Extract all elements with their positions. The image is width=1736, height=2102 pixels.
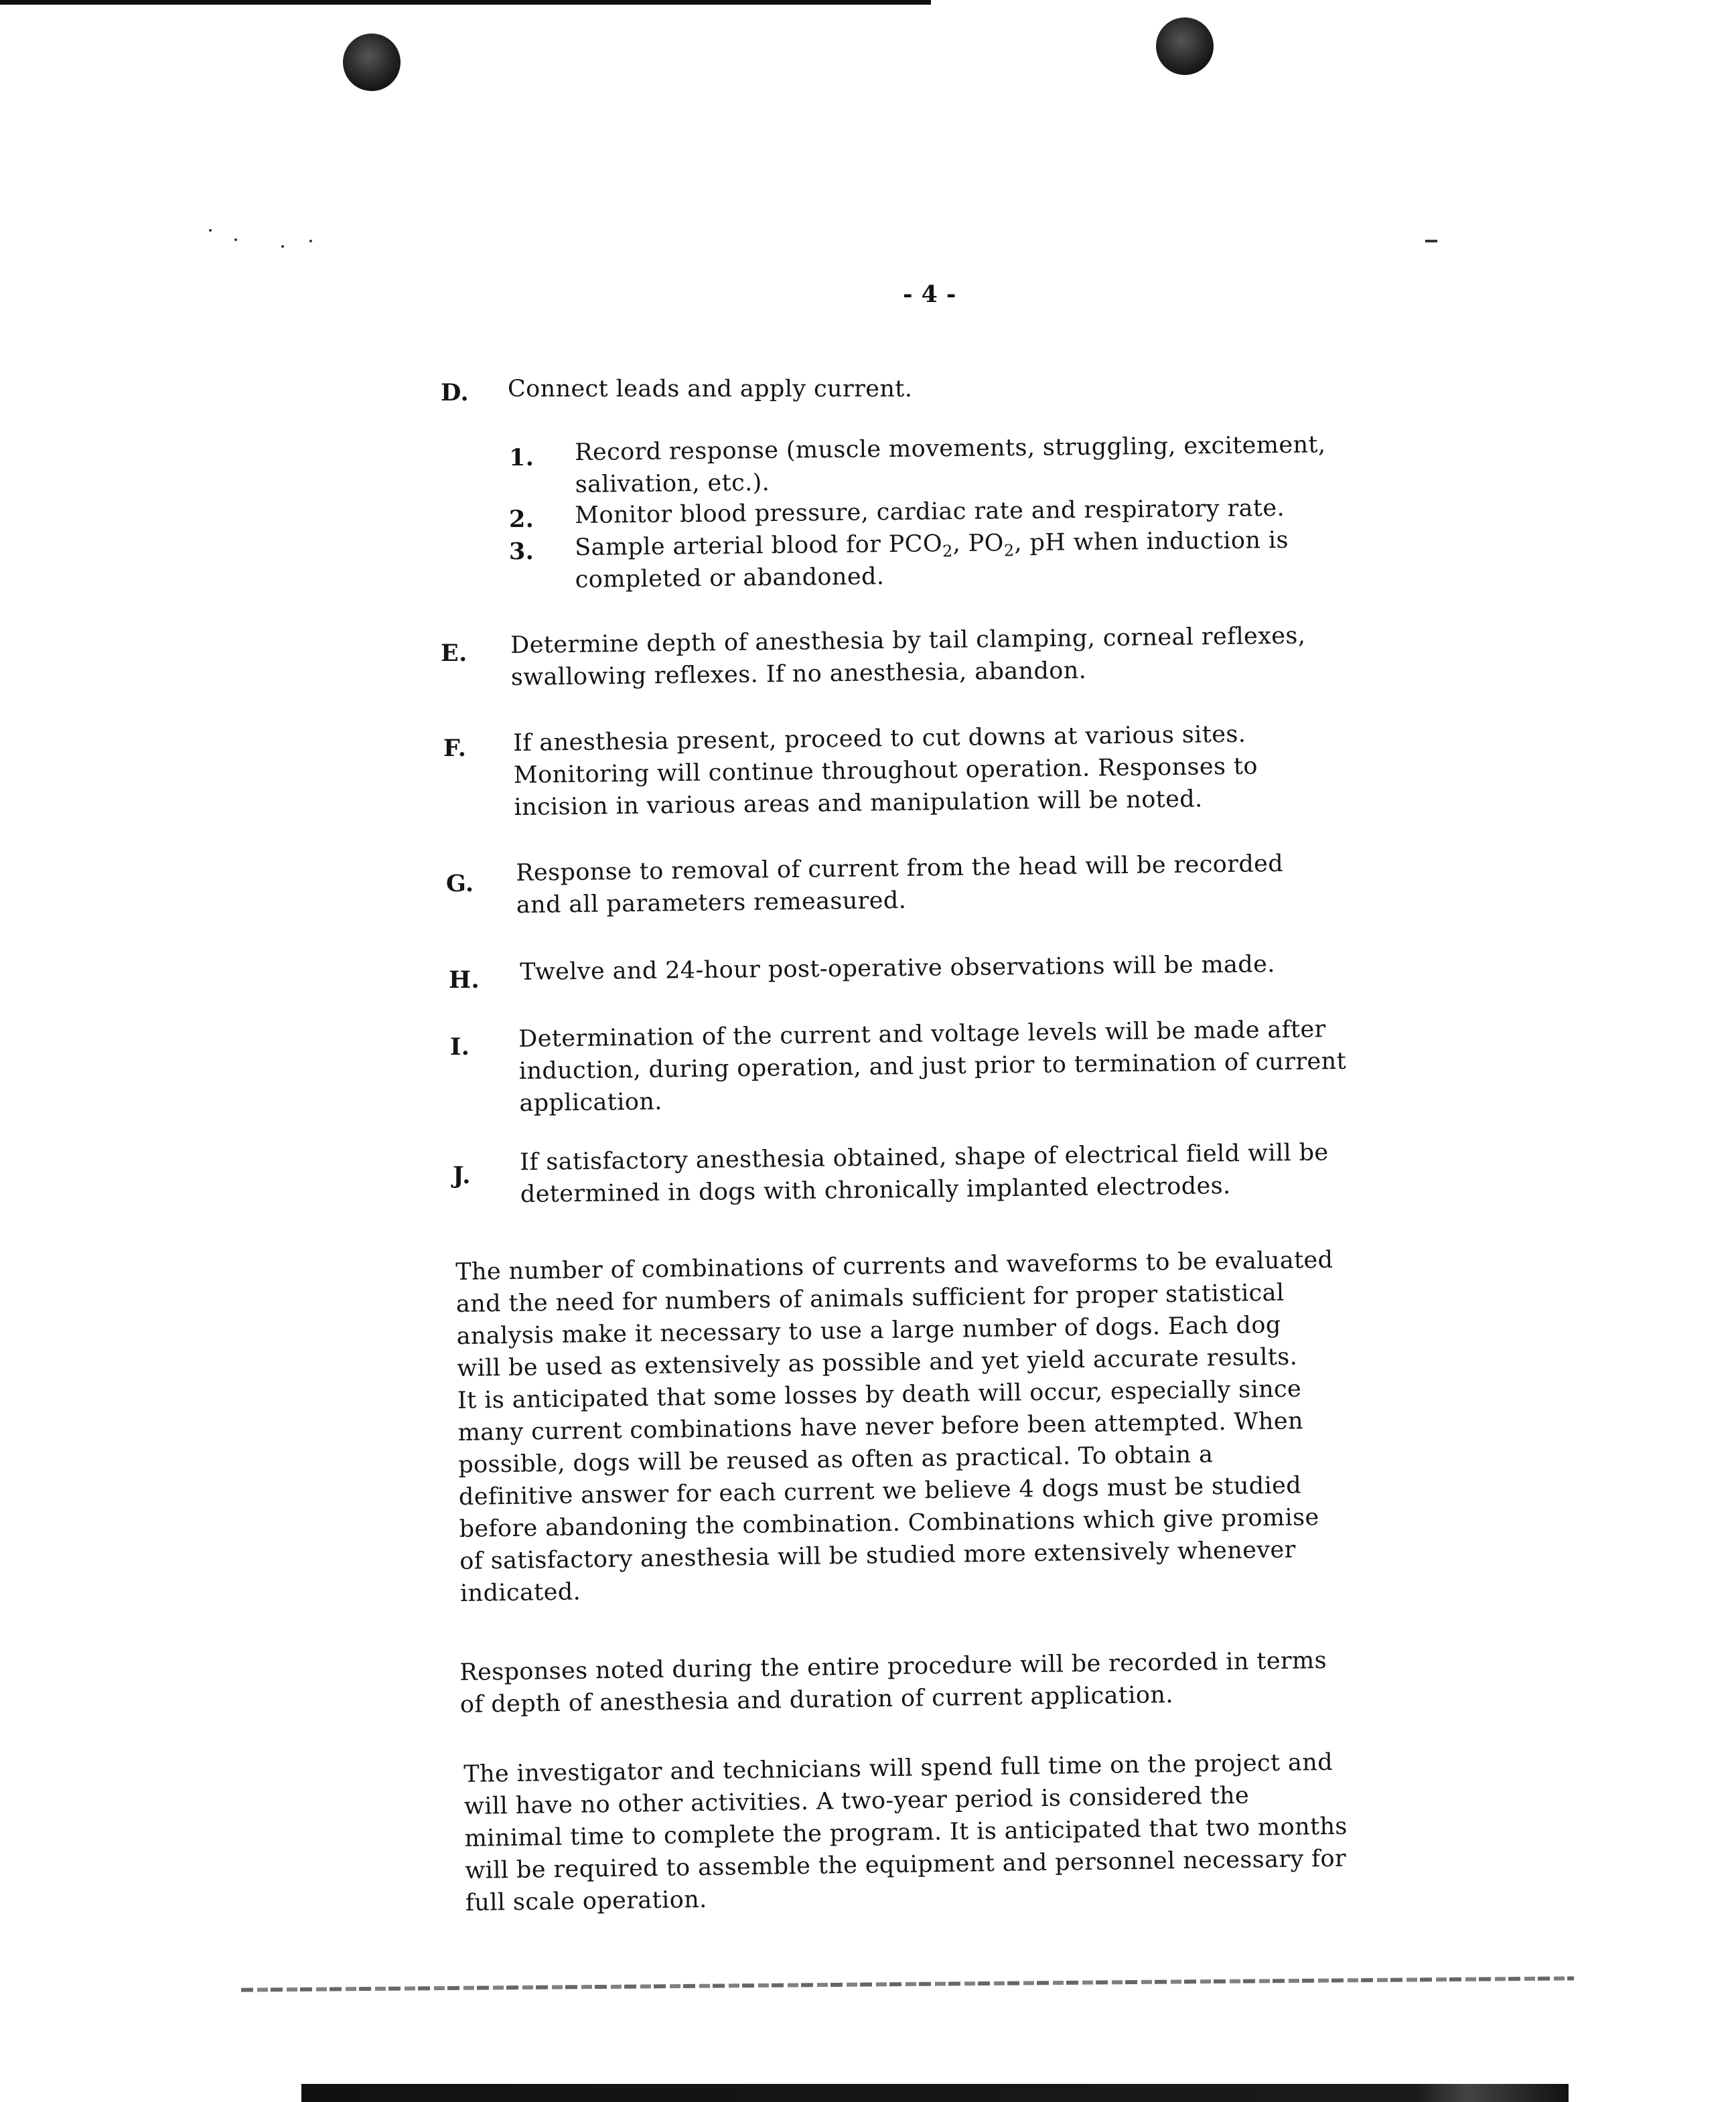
item-marker: F.: [443, 735, 467, 762]
item-text: [520, 948, 1275, 988]
item-line: Monitor blood pressure, cardiac rate and respiratory rate.: [575, 494, 1285, 529]
item-line: Response to removal of current from the head will be recorded: [516, 850, 1284, 887]
item-marker: D.: [441, 379, 469, 406]
item-text: [516, 848, 1284, 921]
item-marker: 1.: [509, 444, 534, 471]
item-line: incision in various areas and manipulation will be noted.: [514, 785, 1203, 821]
item-line: induction, during operation, and just prior to termination of current: [518, 1047, 1347, 1085]
item-line: Connect leads and apply current.: [508, 376, 913, 402]
punch-hole-right: [1156, 17, 1214, 75]
paragraph-line: Responses noted during the entire procedure will be recorded in terms: [459, 1647, 1327, 1686]
scan-speck: [209, 229, 212, 232]
page-number: - 4 -: [903, 281, 956, 308]
item-marker: 3.: [509, 538, 534, 565]
paragraph-line: minimal time to complete the program. It is anticipated that two months: [464, 1813, 1348, 1852]
paragraph-line: of satisfactory anesthesia will be studied more extensively whenever: [459, 1536, 1297, 1575]
scan-edge-top: [0, 0, 931, 5]
item-text: [520, 1136, 1329, 1211]
item-text: [518, 1013, 1347, 1120]
item-line: Determination of the current and voltage levels will be made after: [518, 1016, 1326, 1053]
item-text: [575, 524, 1289, 596]
item-marker: 2.: [509, 506, 534, 533]
item-line: Determine depth of anesthesia by tail clamping, corneal reflexes,: [510, 622, 1306, 659]
paragraph-line: will have no other activities. A two-year period is considered the: [463, 1782, 1250, 1820]
item-marker: G.: [446, 870, 474, 897]
paragraph-line: It is anticipated that some losses by death will occur, especially since: [457, 1375, 1302, 1414]
paragraph-line: many current combinations have never before been attempted. When: [457, 1408, 1304, 1446]
paragraph: [463, 1746, 1348, 1919]
item-text: [575, 429, 1326, 501]
paragraph-line: and the need for numbers of animals sufficient for proper statistical: [455, 1279, 1285, 1318]
item-line: If satisfactory anesthesia obtained, shape of electrical field will be: [520, 1139, 1329, 1176]
scan-speck: [234, 238, 237, 241]
item-line: Monitoring will continue throughout operation. Responses to: [513, 753, 1258, 789]
paragraph-line: definitive answer for each current we believe 4 dogs must be studied: [458, 1472, 1302, 1511]
item-marker: E.: [441, 640, 467, 667]
paragraph-line: indicated.: [459, 1578, 581, 1607]
item-marker: H.: [449, 966, 480, 994]
paragraph-line: of depth of anesthesia and duration of current application.: [459, 1681, 1174, 1718]
item-line: and all parameters remeasured.: [516, 887, 907, 919]
paragraph-line: The investigator and technicians will spend full time on the project and: [463, 1748, 1333, 1788]
scan-edge-bottom: [301, 2084, 1569, 2102]
paragraph-line: will be used as extensively as possible and yet yield accurate results.: [457, 1343, 1298, 1382]
item-marker: I.: [450, 1033, 470, 1061]
paragraph-line: possible, dogs will be reused as often as practical. To obtain a: [458, 1441, 1214, 1479]
item-line: Record response (muscle movements, struggling, excitement,: [575, 431, 1326, 466]
paragraph-line: will be required to assemble the equipment and personnel necessary for: [465, 1845, 1347, 1884]
item-text: [510, 619, 1306, 693]
item-marker: J.: [453, 1162, 471, 1189]
paragraph-line: The number of combinations of currents and waveforms to be evaluated: [455, 1246, 1333, 1286]
item-line: salivation, etc.).: [575, 469, 770, 498]
item-line: completed or abandoned.: [575, 563, 885, 593]
item-line: application.: [519, 1088, 663, 1117]
scan-speck: [309, 240, 312, 242]
paragraph-line: full scale operation.: [465, 1886, 707, 1917]
item-text: [508, 373, 912, 405]
scan-speck: [281, 245, 284, 248]
scan-speck: [1425, 240, 1437, 242]
item-line: Twelve and 24-hour post-operative observations will be made.: [520, 951, 1275, 986]
item-line: If anesthesia present, proceed to cut downs at various sites.: [513, 721, 1246, 757]
item-line: determined in dogs with chronically implanted electrodes.: [520, 1173, 1231, 1208]
scan-edge-rule: [241, 1976, 1574, 1992]
item-line: Sample arterial blood for $PCO_2$, $PO_2$, pH when induction is: [575, 526, 1289, 561]
punch-hole-left: [343, 33, 401, 91]
paragraph-line: analysis make it necessary to use a large number of dogs. Each dog: [456, 1311, 1281, 1350]
item-line: swallowing reflexes. If no anesthesia, abandon.: [510, 657, 1087, 691]
item-text: [513, 718, 1258, 824]
paragraph-line: before abandoning the combination. Combinations which give promise: [459, 1504, 1319, 1543]
paragraph: [459, 1645, 1327, 1721]
paragraph: [455, 1244, 1337, 1610]
